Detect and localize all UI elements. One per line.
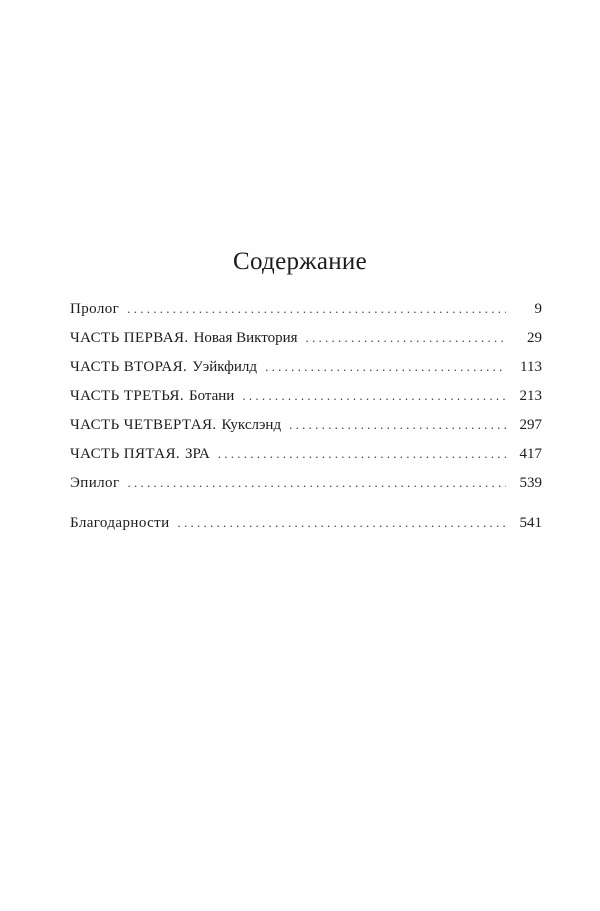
part-label: ЧАСТЬ ПЕРВАЯ.: [70, 330, 189, 346]
dot-leader: [265, 352, 506, 381]
toc-entry-prologue[interactable]: [70, 294, 542, 323]
part-subtitle: Новая Виктория: [193, 330, 298, 346]
page-number: 29: [527, 330, 542, 346]
toc-entry-epilogue[interactable]: [70, 468, 542, 497]
toc-entry-part-3[interactable]: [70, 381, 542, 410]
toc-entry-part-5[interactable]: [70, 439, 542, 468]
entry-title: Благодарности: [70, 515, 170, 531]
part-label: ЧАСТЬ ЧЕТВЕРТАЯ.: [70, 417, 217, 433]
part-label: ЧАСТЬ ТРЕТЬЯ.: [70, 388, 184, 404]
page-number: 297: [519, 417, 542, 433]
part-subtitle: Ботани: [188, 388, 235, 404]
page-number: 539: [519, 475, 542, 491]
table-of-contents: [70, 294, 542, 537]
dot-leader: [242, 381, 506, 410]
part-subtitle: Кукслэнд: [221, 417, 282, 433]
entry-title: Эпилог: [70, 475, 120, 491]
toc-entry-part-1[interactable]: [70, 323, 542, 352]
part-subtitle: Уэйкфилд: [192, 359, 258, 375]
entry-title: Пролог: [70, 301, 120, 317]
dot-leader: [178, 508, 506, 537]
toc-entry-part-4[interactable]: [70, 410, 542, 439]
part-subtitle: ЗРА: [185, 446, 210, 462]
part-label: ЧАСТЬ ПЯТАЯ.: [70, 446, 181, 462]
dot-leader: [128, 468, 507, 497]
page-number: 541: [519, 515, 542, 531]
part-label: ЧАСТЬ ВТОРАЯ.: [70, 359, 188, 375]
dot-leader: [218, 439, 506, 468]
page-number: 113: [520, 359, 542, 375]
toc-title: Содержание: [233, 248, 367, 275]
dot-leader: [289, 410, 506, 439]
dot-leader: [306, 323, 507, 352]
dot-leader: [127, 294, 506, 323]
toc-entry-acknowledgements[interactable]: [70, 508, 542, 537]
page-number: 9: [534, 301, 542, 317]
page-number: 417: [519, 446, 542, 462]
page-number: 213: [519, 388, 542, 404]
toc-entry-part-2[interactable]: [70, 352, 542, 381]
